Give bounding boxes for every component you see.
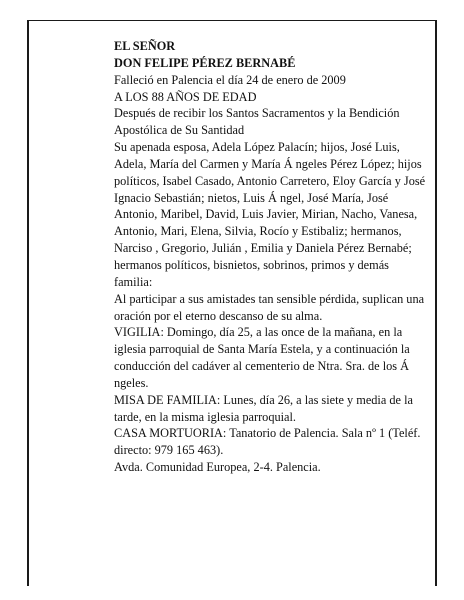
age-line: A LOS 88 AÑOS DE EDAD [114, 89, 257, 104]
address-line: Avda. Comunidad Europea, 2-4. Palencia. [114, 460, 321, 475]
funeral-home-paragraph: CASA MORTUORIA: Tanatorio de Palencia. Sala nº 1 (Teléf. directo: 979 165 463). [114, 426, 421, 458]
family-mass-paragraph: MISA DE FAMILIA: Lunes, día 26, a las siete y media de la tarde, en la misma iglesia parroquial. [114, 392, 413, 424]
family-paragraph: Su apenada esposa, Adela López Palacín; hijos, José Luis, Adela, María del Carmen y María Á ngeles Pérez López; hijos políticos, Isabel Casado, Antonio Carretero, Eloy García y José Ignacio Sebastián; nietos, Luis Á ngel, José María, José Antonio, Maribel, David, Luis Javier, Mirian, Nacho, Vanesa, Antonio, Mari, Elena, Silvia, Rocío y Estibaliz; hermanos, Narciso , Gregorio, Julián , Emilia y Daniela Pérez Bernabé; hermanos políticos, bisnietos, sobrinos, primos y demás familia: [114, 140, 426, 289]
notice-title: EL SEÑOR [114, 39, 176, 53]
deceased-name: DON FELIPE PÉREZ BERNABÉ [114, 55, 296, 70]
death-date-line: Falleció en Palencia el día 24 de enero de 2009 [114, 72, 346, 87]
obituary-notice [114, 38, 426, 476]
vigil-paragraph: VIGILIA: Domingo, día 25, a las once de la mañana, en la iglesia parroquial de Santa María Estela, y a continuación la conducción del cadáver al cementerio de Ntra. Sra. de los Á ngeles. [114, 325, 410, 390]
sacraments-paragraph: Después de recibir los Santos Sacramentos y la Bendición Apostólica de Su Santidad [114, 106, 400, 138]
request-paragraph: Al participar a sus amistades tan sensible pérdida, suplican una oración por el eterno descanso de su alma. [114, 291, 425, 323]
